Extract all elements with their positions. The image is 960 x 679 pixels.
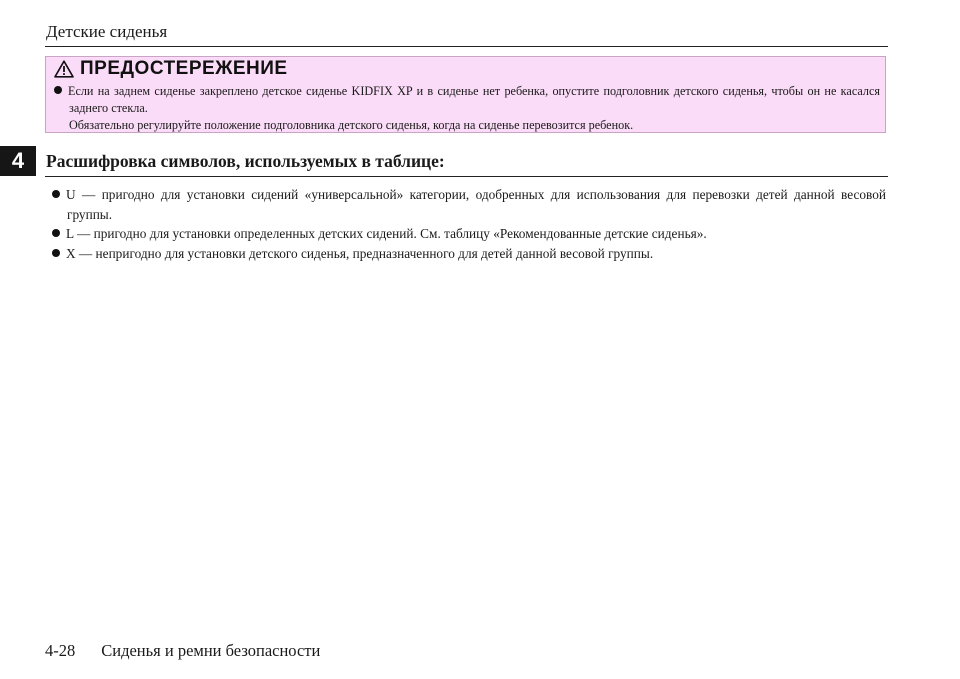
bullet-icon — [54, 86, 62, 94]
list-item — [52, 244, 886, 264]
section-divider — [45, 176, 888, 177]
page-header-title: Детские сиденья — [46, 22, 168, 41]
warning-body — [54, 83, 880, 134]
warning-paragraph-text: Если на заднем сиденье закреплено детское сиденье KIDFIX XP и в сиденье нет ребенка, опустите подголовник детского сиденья, чтобы он не касался заднего стекла. — [68, 84, 880, 115]
list-item — [52, 224, 886, 244]
list-item-text: X — непригодно для установки детского сиденья, предназначенного для детей данной весовой группы. — [66, 245, 654, 261]
bullet-icon — [52, 229, 60, 237]
list-item-text: U — пригодно для установки сидений «универсальной» категории, одобренных для использования для перевозки детей данной весовой группы. — [66, 187, 886, 222]
warning-paragraph — [54, 83, 880, 117]
symbol-legend-list — [52, 185, 886, 263]
list-item-text: L — пригодно для установки определенных детских сидений. См. таблицу «Рекомендованные детские сиденья». — [66, 226, 707, 241]
warning-title: ПРЕДОСТЕРЕЖЕНИЕ — [80, 58, 288, 79]
chapter-tab: 4 — [0, 146, 36, 176]
bullet-icon — [52, 249, 60, 257]
list-item — [52, 185, 886, 224]
section-heading: Расшифровка символов, используемых в таблице: — [46, 151, 445, 171]
warning-header — [54, 58, 288, 80]
page-footer — [45, 641, 320, 661]
warning-triangle-icon — [54, 60, 74, 78]
page-number: 4-28 — [45, 641, 76, 660]
bullet-icon — [52, 190, 60, 198]
warning-paragraph: Обязательно регулируйте положение подголовника детского сиденья, когда на сиденье перевозится ребенок. — [69, 118, 634, 132]
footer-chapter-title: Сиденья и ремни безопасности — [101, 641, 321, 660]
header-divider — [45, 46, 888, 47]
